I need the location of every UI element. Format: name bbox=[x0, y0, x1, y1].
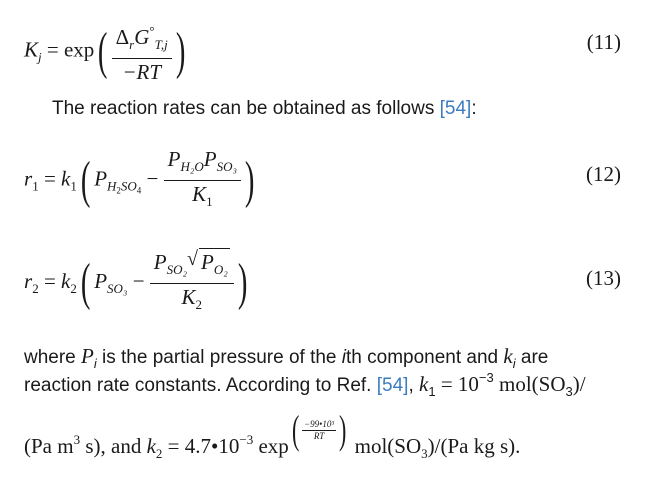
eq12-minus: − bbox=[146, 166, 159, 191]
para-P-sub: i bbox=[93, 356, 97, 371]
eq13-SO2-sub: SO₂ bbox=[166, 262, 188, 277]
eq12-lhs: r bbox=[24, 166, 33, 191]
eq11-close-paren: ) bbox=[175, 22, 186, 80]
sqrt-icon: √ bbox=[187, 248, 199, 270]
para-line-1 bbox=[24, 344, 548, 371]
eq11-Tj: T,j bbox=[154, 37, 168, 52]
para-k: k bbox=[503, 344, 513, 368]
intro-text: The reaction rates can be obtained as follows bbox=[52, 98, 440, 119]
equation-11 bbox=[0, 14, 645, 84]
equation-13 bbox=[0, 248, 645, 312]
para-unit: mol(SO bbox=[493, 372, 566, 396]
equation-11-body bbox=[24, 18, 189, 85]
para-text: where bbox=[24, 347, 82, 368]
eq12-P1-sub-2: 2 bbox=[116, 185, 121, 196]
eq11-exp: exp bbox=[63, 37, 95, 62]
para-k2-value: = 4.7•10 bbox=[162, 433, 240, 458]
para-unit-sub: 3 bbox=[421, 445, 428, 461]
eq13-K-sub: 2 bbox=[195, 297, 203, 312]
citation-link[interactable]: [54] bbox=[376, 375, 409, 396]
para-unit: mol(SO bbox=[349, 433, 422, 458]
eq12-H2O-sub: H₂O bbox=[180, 159, 204, 174]
eq13-P-SO3: P bbox=[94, 268, 108, 293]
para-text: s), and bbox=[80, 433, 147, 458]
eq12-P1-sub-H: H bbox=[107, 178, 117, 194]
eq12-close-paren: ) bbox=[244, 151, 255, 209]
eq13-open-paren: ( bbox=[80, 254, 91, 311]
intro-colon: : bbox=[471, 98, 477, 119]
equation-12-body bbox=[24, 146, 258, 215]
eq11-lhs-sub: j bbox=[38, 49, 42, 65]
eq13-minus: − bbox=[132, 268, 145, 293]
para-text: is the partial pressure of the bbox=[96, 347, 342, 368]
para-k-sub: i bbox=[512, 356, 516, 371]
eq13-SO3-sub: SO₃ bbox=[107, 280, 128, 296]
para-unit-end: )/ bbox=[572, 372, 586, 396]
equation-13-body bbox=[24, 248, 251, 318]
para-unit: (Pa m bbox=[24, 433, 74, 458]
eq13-k: k bbox=[61, 268, 71, 293]
eq11-delta: Δ bbox=[115, 25, 130, 49]
eq12-open-paren: ( bbox=[80, 151, 91, 209]
eq13-equals: = bbox=[43, 268, 56, 293]
eq11-equals: = bbox=[46, 37, 59, 62]
eq13-k-sub: 2 bbox=[70, 280, 77, 296]
para-close-paren: ) bbox=[339, 407, 347, 452]
intro-sentence bbox=[52, 98, 477, 120]
eq11-denominator: −RT bbox=[122, 60, 162, 84]
eq13-close-paren: ) bbox=[237, 254, 248, 311]
para-k1-value: = 10 bbox=[435, 372, 479, 396]
eq11-lhs: K bbox=[24, 37, 39, 62]
para-text: , bbox=[408, 375, 420, 396]
eq12-P1: P bbox=[94, 166, 108, 191]
equation-number-12: (12) bbox=[586, 162, 621, 186]
eq12-k: k bbox=[61, 166, 71, 191]
eq12-P-SO3: P bbox=[203, 147, 217, 171]
equation-12 bbox=[0, 146, 645, 209]
eq12-P-H2O: P bbox=[167, 147, 181, 171]
para-open-paren: ( bbox=[291, 407, 300, 452]
eq13-P-SO2: P bbox=[153, 250, 167, 274]
equation-number-13: (13) bbox=[586, 266, 621, 290]
para-text: are bbox=[515, 347, 549, 368]
para-text: th component and bbox=[346, 347, 504, 368]
eq11-degree: ° bbox=[149, 23, 155, 38]
para-k2: k bbox=[146, 433, 156, 458]
eq11-fraction bbox=[112, 18, 172, 85]
eq12-equals: = bbox=[43, 166, 56, 191]
para-exp: exp bbox=[253, 433, 289, 458]
para-i: i bbox=[341, 347, 346, 368]
eq13-P-O2: P bbox=[201, 250, 214, 274]
para-text: reaction rate constants. According to Ref. bbox=[24, 375, 377, 396]
para-line-2 bbox=[24, 370, 586, 399]
para-k1: k bbox=[419, 372, 429, 396]
eq12-fraction bbox=[164, 146, 241, 215]
para-exp-fraction bbox=[302, 419, 336, 442]
eq12-P1-sub-SO: SO bbox=[120, 178, 137, 194]
para-unit-sub: 3 bbox=[565, 384, 573, 399]
para-k2-sub: 2 bbox=[155, 445, 163, 461]
eq12-K-sub: 1 bbox=[206, 194, 213, 209]
para-k1-exp: −3 bbox=[478, 370, 494, 385]
para-k1-sub: 1 bbox=[428, 384, 436, 399]
para-exp-num: −99•10³ bbox=[304, 418, 335, 429]
eq12-SO3-sub: SO₃ bbox=[216, 159, 238, 174]
para-unit-end: )/(Pa kg s). bbox=[427, 433, 521, 458]
eq13-lhs: r bbox=[24, 268, 33, 293]
citation-link[interactable]: [54] bbox=[439, 98, 472, 119]
eq12-K: K bbox=[192, 182, 207, 206]
eq13-sqrt bbox=[187, 248, 230, 283]
para-k2-exp: −3 bbox=[239, 431, 254, 447]
eq12-k-sub: 1 bbox=[70, 178, 77, 194]
eq12-lhs-sub: 1 bbox=[32, 178, 39, 194]
equation-number-11: (11) bbox=[586, 30, 621, 54]
eq13-K: K bbox=[181, 285, 196, 309]
eq11-open-paren: ( bbox=[98, 22, 108, 80]
para-P: P bbox=[81, 344, 94, 368]
para-exp-den: RT bbox=[313, 430, 325, 441]
eq12-P1-sub-4: 4 bbox=[136, 185, 142, 196]
eq13-O2-sub: O₂ bbox=[213, 262, 228, 277]
para-line-3 bbox=[24, 400, 521, 461]
para-unit-sup: 3 bbox=[73, 431, 81, 447]
eq13-lhs-sub: 2 bbox=[32, 280, 39, 296]
eq11-r: r bbox=[129, 37, 135, 52]
eq11-G: G bbox=[134, 25, 150, 49]
eq13-fraction bbox=[150, 248, 234, 318]
